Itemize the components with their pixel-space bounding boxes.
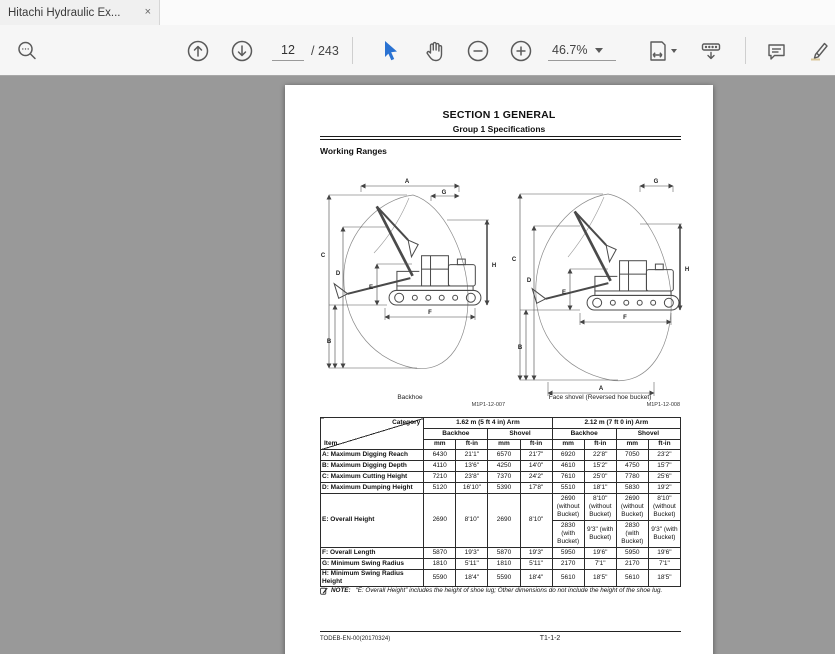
note-label: NOTE:	[331, 587, 351, 594]
value-cell: 5830	[616, 483, 648, 494]
footer-doc-code: TODEB-EN-00(20170324)	[320, 636, 391, 642]
spec-table-tbody	[321, 450, 681, 587]
value-cell: 2830 (with Bucket)	[616, 521, 648, 548]
value-cell: 13'6"	[456, 461, 488, 472]
value-cell: 6570	[488, 450, 520, 461]
corner-item-label: Item	[324, 439, 338, 447]
value-cell: 9'3" (with Bucket)	[584, 521, 616, 548]
value-cell: 7'1"	[648, 559, 680, 570]
table-row	[321, 570, 681, 587]
item-cell: B: Maximum Digging Depth	[321, 461, 424, 472]
page-up-icon	[186, 39, 210, 63]
chevron-down-icon	[595, 48, 603, 53]
value-cell: 17'8"	[520, 483, 552, 494]
item-cell: C: Maximum Cutting Height	[321, 472, 424, 483]
item-cell: F: Overall Length	[321, 548, 424, 559]
value-cell: 7370	[488, 472, 520, 483]
hand-icon	[423, 40, 446, 63]
dim-label-d: D	[526, 278, 532, 284]
value-cell: 5'11"	[456, 559, 488, 570]
select-tool-button[interactable]	[378, 38, 404, 64]
unit-cell: mm	[616, 440, 648, 450]
note-icon	[320, 587, 328, 597]
value-cell: 23'8"	[456, 472, 488, 483]
value-cell: 2830 (with Bucket)	[552, 521, 584, 548]
value-cell: 18'5"	[584, 570, 616, 587]
value-cell: 5390	[488, 483, 520, 494]
item-cell: H: Minimum Swing Radius Height	[321, 570, 424, 587]
comment-button[interactable]	[763, 38, 789, 64]
diagram-caption-backhoe: Backhoe	[397, 394, 423, 401]
value-cell: 5'11"	[520, 559, 552, 570]
value-cell: 5120	[424, 483, 456, 494]
value-cell: 5870	[488, 548, 520, 559]
value-cell: 2170	[552, 559, 584, 570]
value-cell: 4610	[552, 461, 584, 472]
value-cell: 23'2"	[648, 450, 680, 461]
page-number-input[interactable]	[272, 40, 304, 61]
double-rule	[320, 136, 681, 140]
dim-label-g: G	[653, 179, 659, 185]
value-cell: 19'6"	[648, 548, 680, 559]
zoom-in-icon	[509, 39, 533, 63]
value-cell: 2690	[488, 494, 520, 548]
pen-icon	[807, 39, 831, 63]
page-down-icon	[230, 39, 254, 63]
working-range-diagram-backhoe	[317, 175, 502, 403]
cursor-arrow-icon	[381, 40, 401, 62]
item-cell: D: Maximum Dumping Height	[321, 483, 424, 494]
toolbar-separator	[352, 37, 353, 64]
value-cell: 8'10"	[456, 494, 488, 548]
value-cell: 7610	[552, 472, 584, 483]
note	[320, 587, 685, 597]
item-cell: G: Minimum Swing Radius	[321, 559, 424, 570]
scroll-mode-icon	[699, 39, 723, 63]
dim-label-b: B	[326, 339, 332, 345]
dim-label-a: A	[598, 386, 604, 392]
value-cell: 5610	[616, 570, 648, 587]
table-header-row	[321, 418, 681, 429]
value-cell: 2170	[616, 559, 648, 570]
scrolling-mode-button[interactable]	[698, 38, 724, 64]
document-canvas	[0, 76, 835, 654]
working-range-diagram-face-shovel	[508, 175, 700, 403]
dim-label-f: F	[623, 315, 627, 321]
value-cell: 5870	[424, 548, 456, 559]
dim-label-c: C	[511, 257, 517, 263]
value-cell: 5610	[552, 570, 584, 587]
value-cell: 7210	[424, 472, 456, 483]
dim-label-e: E	[368, 285, 374, 291]
value-cell: 7050	[616, 450, 648, 461]
value-cell: 19'3"	[520, 548, 552, 559]
value-cell: 2690	[424, 494, 456, 548]
item-cell: E: Overall Height	[321, 494, 424, 548]
value-cell: 7'1"	[584, 559, 616, 570]
dim-label-g: G	[441, 190, 447, 196]
corner-cell	[321, 418, 424, 450]
table-row	[321, 461, 681, 472]
toolbar-separator	[745, 37, 746, 64]
value-cell: 18'4"	[456, 570, 488, 587]
value-cell: 2690 (without Bucket)	[616, 494, 648, 521]
dim-label-h: H	[491, 263, 497, 269]
value-cell: 19'6"	[584, 548, 616, 559]
value-cell: 14'0"	[520, 461, 552, 472]
value-cell: 5510	[552, 483, 584, 494]
pdf-page	[285, 85, 713, 654]
unit-cell: mm	[424, 440, 456, 450]
comment-bubble-icon	[765, 40, 788, 63]
value-cell: 15'2"	[584, 461, 616, 472]
value-cell: 8'10"	[520, 494, 552, 548]
value-cell: 5590	[488, 570, 520, 587]
dim-label-d: D	[335, 271, 341, 277]
previous-page-button[interactable]	[185, 38, 211, 64]
figure-id-right: M1P1-12-008	[646, 402, 680, 408]
value-cell: 5950	[616, 548, 648, 559]
footer-rule	[320, 631, 681, 632]
unit-cell: mm	[488, 440, 520, 450]
value-cell: 6430	[424, 450, 456, 461]
zoom-out-button[interactable]	[465, 38, 491, 64]
value-cell: 18'4"	[520, 570, 552, 587]
main-toolbar	[0, 25, 835, 76]
value-cell: 9'3" (with Bucket)	[648, 521, 680, 548]
dim-label-h: H	[684, 267, 690, 273]
corner-category-label: Category	[392, 419, 421, 426]
next-page-button[interactable]	[229, 38, 255, 64]
value-cell: 4250	[488, 461, 520, 472]
diagram-caption-face-shovel: Face shovel (Reversed hoe bucket)	[548, 394, 652, 401]
value-cell: 5950	[552, 548, 584, 559]
arm-group-header: 2.12 m (7 ft 0 in) Arm	[552, 418, 680, 429]
value-cell: 1810	[424, 559, 456, 570]
value-cell: 8'10" (without Bucket)	[648, 494, 680, 521]
dim-label-a: A	[404, 179, 410, 185]
fit-width-icon	[647, 39, 669, 63]
chevron-down-icon	[671, 49, 677, 53]
value-cell: 6920	[552, 450, 584, 461]
value-cell: 7780	[616, 472, 648, 483]
item-cell: A: Maximum Digging Reach	[321, 450, 424, 461]
value-cell: 25'6"	[648, 472, 680, 483]
find-button[interactable]	[14, 38, 40, 64]
document-tab[interactable]	[0, 0, 160, 25]
dim-label-f: F	[428, 310, 432, 316]
table-row-overall-height	[321, 494, 681, 521]
tool-group-header: Backhoe	[424, 429, 488, 440]
fill-sign-button[interactable]	[806, 38, 832, 64]
dim-label-b: B	[517, 345, 523, 351]
value-cell: 5590	[424, 570, 456, 587]
unit-cell: ft-in	[584, 440, 616, 450]
value-cell: 16'10"	[456, 483, 488, 494]
table-row	[321, 548, 681, 559]
value-cell: 8'10" (without Bucket)	[584, 494, 616, 521]
dim-label-c: C	[320, 253, 326, 259]
value-cell: 2690 (without Bucket)	[552, 494, 584, 521]
value-cell: 19'2"	[648, 483, 680, 494]
tab-close-icon[interactable]: ×	[144, 6, 151, 18]
document-tab-title: Hitachi Hydraulic Ex...	[8, 6, 121, 19]
table-row	[321, 483, 681, 494]
value-cell: 19'3"	[456, 548, 488, 559]
table-row	[321, 450, 681, 461]
value-cell: 21'1"	[456, 450, 488, 461]
hand-tool-button[interactable]	[421, 38, 447, 64]
value-cell: 18'1"	[584, 483, 616, 494]
unit-cell: ft-in	[520, 440, 552, 450]
tool-group-header: Backhoe	[552, 429, 616, 440]
group-title: Group 1 Specifications	[452, 124, 546, 134]
value-cell: 15'7"	[648, 461, 680, 472]
fit-width-button[interactable]	[645, 38, 679, 64]
value-cell: 21'7"	[520, 450, 552, 461]
tool-group-header: Shovel	[616, 429, 680, 440]
footer-page-number: T1-1-2	[539, 635, 561, 642]
dim-label-e: E	[561, 290, 567, 296]
search-icon	[16, 40, 38, 62]
figure-id-left: M1P1-12-007	[471, 402, 505, 408]
value-cell: 22'8"	[584, 450, 616, 461]
unit-cell: ft-in	[456, 440, 488, 450]
page-count-label: / 243	[311, 44, 339, 58]
value-cell: 4750	[616, 461, 648, 472]
table-row	[321, 559, 681, 570]
zoom-level-select[interactable]	[548, 40, 616, 61]
page-heading: Working Ranges	[320, 146, 387, 156]
zoom-out-icon	[466, 39, 490, 63]
table-row	[321, 472, 681, 483]
unit-cell: mm	[552, 440, 584, 450]
value-cell: 24'2"	[520, 472, 552, 483]
unit-cell: ft-in	[648, 440, 680, 450]
value-cell: 25'0"	[584, 472, 616, 483]
note-text: “E: Overall Height” includes the height of shoe lug; Other dimensions do not include the height of the shoe lug.	[355, 587, 663, 594]
tool-group-header: Shovel	[488, 429, 552, 440]
zoom-in-button[interactable]	[508, 38, 534, 64]
value-cell: 4110	[424, 461, 456, 472]
value-cell: 18'5"	[648, 570, 680, 587]
zoom-level-value: 46.7%	[552, 43, 588, 57]
working-ranges-table	[320, 417, 681, 587]
arm-group-header: 1.62 m (5 ft 4 in) Arm	[424, 418, 552, 429]
value-cell: 1810	[488, 559, 520, 570]
tab-bar	[0, 0, 835, 26]
section-title: SECTION 1 GENERAL	[442, 109, 556, 121]
